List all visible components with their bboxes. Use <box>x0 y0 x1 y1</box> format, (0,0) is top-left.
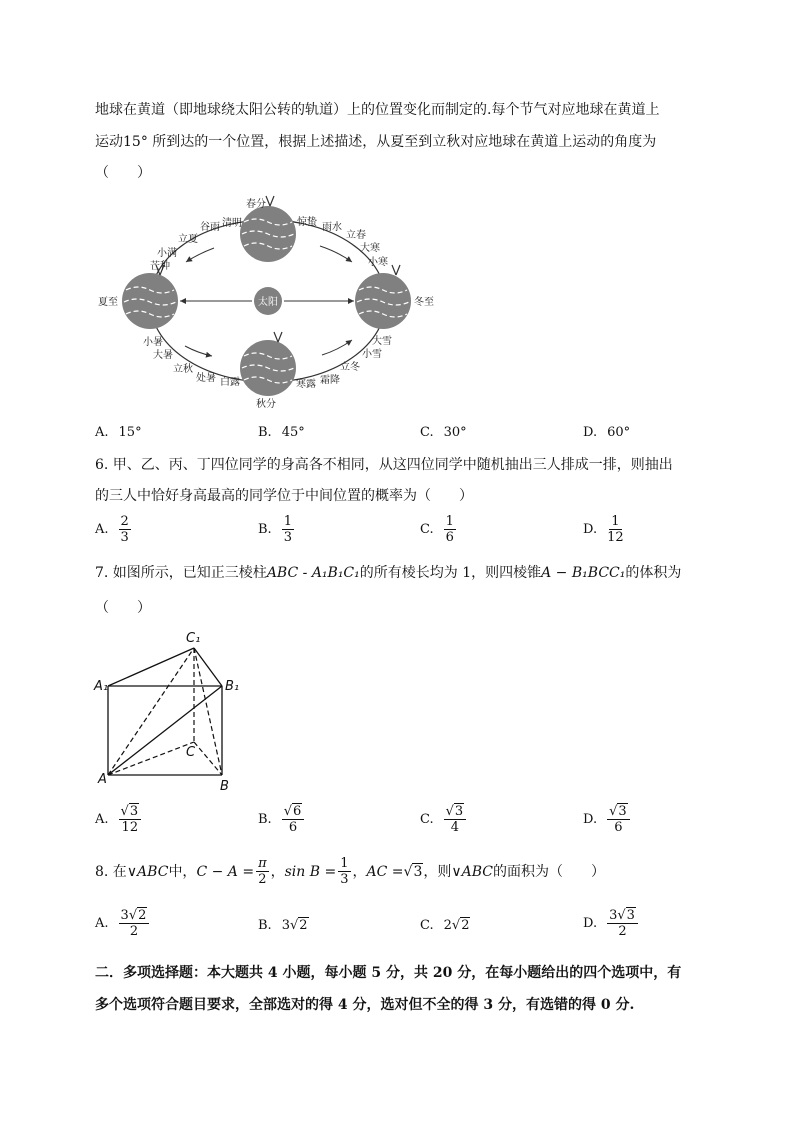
term-lixia: 立夏 <box>178 234 198 245</box>
q5-option-c-text: 30° <box>443 425 467 440</box>
q8-option-d-fraction: $\frac{3√3}{2}$ <box>607 908 638 939</box>
term-chushu: 处暑 <box>196 373 216 384</box>
term-xiaoman: 小满 <box>157 248 177 259</box>
term-liqiu: 立秋 <box>173 364 193 375</box>
earth-xiazhi <box>122 265 178 329</box>
q7-option-d-letter: D. <box>583 812 598 827</box>
term-mangzhong: 芒种 <box>150 261 170 272</box>
term-jingzhe: 惊蛰 <box>297 217 317 228</box>
q8-option-a-fraction: $\frac{3√2}{2}$ <box>119 908 150 939</box>
term-hanlu: 寒露 <box>296 379 316 390</box>
q7-option-b[interactable] <box>258 804 304 835</box>
solar-terms-diagram <box>85 188 455 418</box>
orbit-arrow-bottom-right <box>322 340 352 355</box>
term-xiaohan: 小寒 <box>368 257 388 268</box>
q5-option-c-letter: C. <box>420 425 434 440</box>
orbit-arrow-top-left <box>186 248 214 262</box>
q8-option-b[interactable] <box>258 918 309 933</box>
q5-option-d[interactable] <box>583 425 630 440</box>
q6-option-d-letter: D. <box>583 522 598 537</box>
section2-heading-line1: 二．多项选择题：本大题共 4 小题，每小题 5 分，共 20 分，在每小题给出的四个选项中，有 <box>95 965 682 981</box>
q5-option-d-letter: D. <box>583 425 598 440</box>
q5-option-b-text: 45° <box>281 425 305 440</box>
earth-qiufen <box>240 332 296 396</box>
q6-option-d-fraction: $\frac{1}{12}$ <box>607 514 624 545</box>
term-dahan: 大寒 <box>360 243 380 254</box>
q6-text-line2: 的三人中恰好身高最高的同学位于中间位置的概率为（ ） <box>95 488 473 504</box>
q8-option-a[interactable] <box>95 908 149 939</box>
term-xiaoshu: 小暑 <box>143 337 163 348</box>
term-dongzhi: 冬至 <box>414 297 434 308</box>
q6-option-d[interactable] <box>583 514 624 545</box>
orbit-arrow-bottom-left <box>185 346 212 356</box>
q6-option-c-letter: C. <box>420 522 434 537</box>
q8-option-c-letter: C. <box>420 918 434 933</box>
earth-dongzhi <box>355 265 411 329</box>
term-daxue: 大雪 <box>372 336 392 347</box>
q7-option-a[interactable] <box>95 804 141 835</box>
q7-option-b-letter: B. <box>258 812 272 827</box>
q6-option-a-fraction: $\frac{2}{3}$ <box>120 514 129 545</box>
orbit-arrow-top-right <box>320 246 352 262</box>
label-a: A <box>98 772 107 787</box>
q7-option-d[interactable] <box>583 804 630 835</box>
q7-text-line1: 7. 如图所示，已知正三棱柱ABC - A₁B₁C₁的所有棱长均为 1，则四棱锥A − B₁BCC₁的体积为 <box>95 565 682 581</box>
q5-option-b-letter: B. <box>258 425 272 440</box>
term-yushui: 雨水 <box>322 222 342 233</box>
q5-text-line1: 地球在黄道（即地球绕太阳公转的轨道）上的位置变化而制定的.每个节气对应地球在黄道上 <box>95 102 660 118</box>
label-a1: A₁ <box>94 679 109 694</box>
q6-option-a[interactable] <box>95 514 131 545</box>
sun-label: 太阳 <box>258 297 278 308</box>
label-b1: B₁ <box>225 679 240 694</box>
q7-option-d-fraction: $\frac{√3}{6}$ <box>607 804 630 835</box>
q8-option-b-value: 3√2 <box>281 918 308 933</box>
q8-option-d[interactable] <box>583 908 638 939</box>
q7-pyramid: A − B₁BCC₁ <box>541 565 626 581</box>
q6-option-b-fraction: $\frac{1}{3}$ <box>283 514 292 545</box>
term-lichun: 立春 <box>346 230 366 241</box>
q5-option-b[interactable] <box>258 425 305 440</box>
q7-option-a-fraction: $\frac{√3}{12}$ <box>119 804 142 835</box>
term-qiufen: 秋分 <box>256 399 276 410</box>
q8-option-d-letter: D. <box>583 916 598 931</box>
q5-option-a-text: 15° <box>118 425 142 440</box>
label-c1: C₁ <box>186 631 201 646</box>
q8-triangle-2: ∨ABC <box>451 863 493 880</box>
q8-option-c-value: 2√2 <box>443 918 470 933</box>
q7-option-b-fraction: $\frac{√6}{6}$ <box>282 804 305 835</box>
q7-option-a-letter: A. <box>95 812 109 827</box>
section2-heading-line2: 多个选项符合题目要求，全部选对的得 4 分，选对但不全的得 3 分，有选错的得 0 分. <box>95 997 635 1013</box>
term-xiazhi: 夏至 <box>98 297 118 308</box>
q6-option-b[interactable] <box>258 514 294 545</box>
q8-option-a-letter: A. <box>95 916 109 931</box>
q6-option-c-fraction: $\frac{1}{6}$ <box>445 514 454 545</box>
q6-text-line1: 6. 甲、乙、丙、丁四位同学的身高各不相同，从这四位同学中随机抽出三人排成一排，则抽出 <box>95 457 673 473</box>
label-c: C <box>186 745 196 760</box>
q5-option-d-text: 60° <box>607 425 631 440</box>
q7-prism: ABC - A₁B₁C₁ <box>266 565 360 581</box>
q7-option-c-letter: C. <box>420 812 434 827</box>
prism-figure <box>90 625 250 795</box>
q5-option-c[interactable] <box>420 425 467 440</box>
q5-paren: （ ） <box>95 165 151 181</box>
term-guyu: 谷雨 <box>200 222 220 233</box>
term-shuangjiang: 霜降 <box>320 375 340 386</box>
q8-option-b-letter: B. <box>258 918 272 933</box>
q5-option-a-letter: A. <box>95 425 109 440</box>
label-b: B <box>220 779 229 794</box>
q6-option-a-letter: A. <box>95 522 109 537</box>
q7-option-c-fraction: $\frac{√3}{4}$ <box>444 804 467 835</box>
q5-text-line2: 运动15° 所到达的一个位置，根据上述描述，从夏至到立秋对应地球在黄道上运动的角度为 <box>95 134 657 150</box>
term-xiaoxue: 小雪 <box>362 349 382 360</box>
term-qingming: 清明 <box>222 218 242 229</box>
q5-option-a[interactable] <box>95 425 142 440</box>
term-bailu: 白露 <box>220 377 240 388</box>
q6-option-b-letter: B. <box>258 522 272 537</box>
q8-option-c[interactable] <box>420 918 470 933</box>
q7-option-c[interactable] <box>420 804 466 835</box>
q8-triangle: ∨ABC <box>126 863 169 880</box>
term-chunfen: 春分 <box>246 199 266 210</box>
q6-option-c[interactable] <box>420 514 456 545</box>
term-lidong: 立冬 <box>340 362 360 373</box>
q7-paren: （ ） <box>95 600 151 616</box>
term-dashu: 大暑 <box>153 350 173 361</box>
q8-text: 8. 在 ∨ABC 中， C − A = $\frac{\pi}{2}$ ， sin B = $\frac{1}{3}$ ， AC = √3 ，则 ∨ABC 的面积为（ ） <box>95 856 605 887</box>
